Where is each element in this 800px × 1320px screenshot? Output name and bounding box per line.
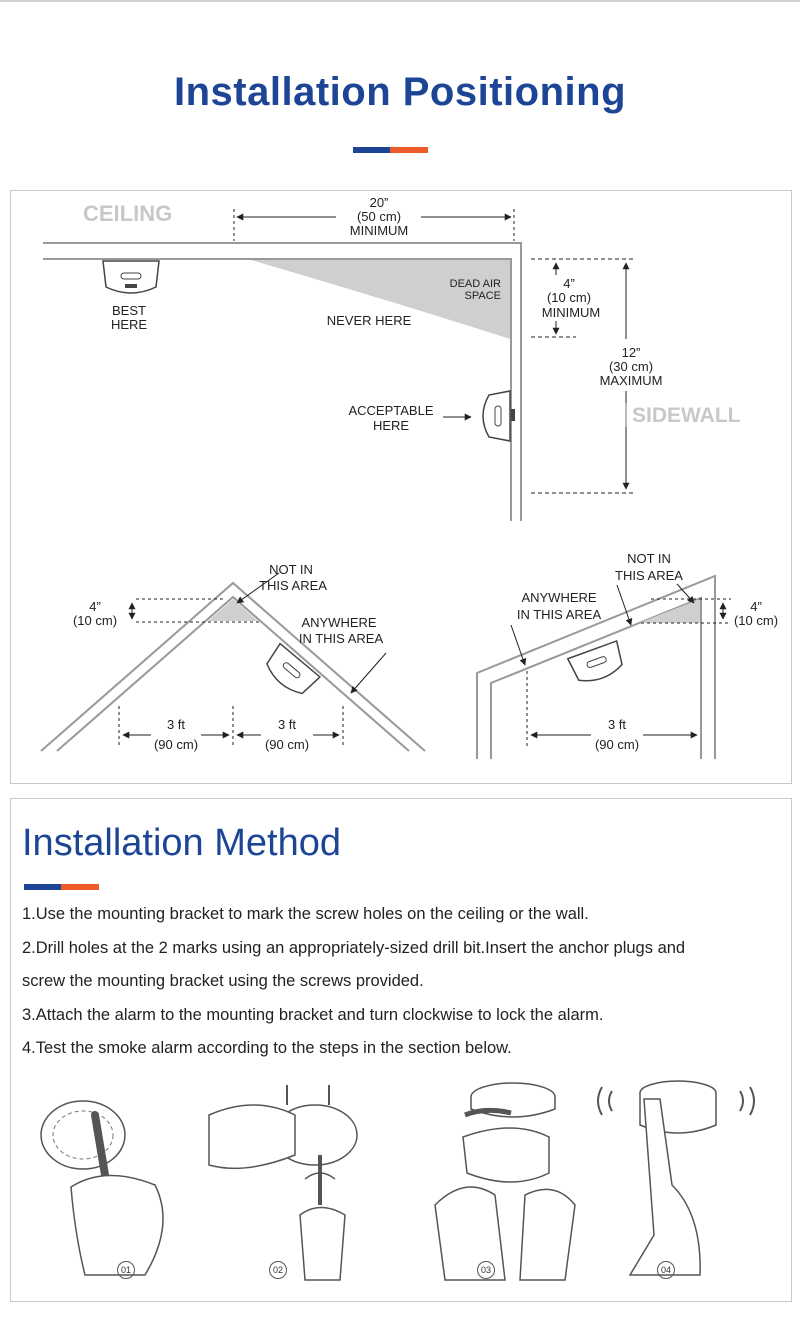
step-3-number: 03 bbox=[477, 1261, 495, 1279]
slope-not-in-pointer bbox=[677, 584, 694, 603]
positioning-title: Installation Positioning bbox=[174, 70, 626, 114]
method-title: Installation Method bbox=[22, 822, 341, 864]
step-2-text-cont: screw the mounting bracket using the screws provided. bbox=[22, 972, 424, 990]
slope-not-in-line1: NOT IN bbox=[627, 551, 671, 566]
best-label-line2: HERE bbox=[110, 317, 148, 332]
step-3-illustration bbox=[425, 1075, 595, 1285]
peak-anywhere-pointer bbox=[351, 653, 386, 693]
wall-max-metric: (30 cm) bbox=[608, 359, 654, 374]
peak-height-value: 4” bbox=[89, 599, 101, 614]
peak-no-zone bbox=[208, 599, 258, 621]
step-1-text: 1.Use the mounting bracket to mark the screw holes on the ceiling or the wall. bbox=[22, 905, 589, 923]
positioning-diagram bbox=[11, 191, 791, 783]
step-4-illustration bbox=[590, 1075, 760, 1285]
peak-not-in-line1: NOT IN bbox=[269, 562, 313, 577]
test-button-icon bbox=[590, 1075, 760, 1285]
peak-not-in-line2: THIS AREA bbox=[259, 578, 327, 593]
top-divider bbox=[0, 0, 800, 2]
wall-min-label: MINIMUM bbox=[541, 305, 601, 320]
step-3-text: 3.Attach the alarm to the mounting bracket and turn clockwise to lock the alarm. bbox=[22, 1005, 604, 1024]
step-4-number: 04 bbox=[657, 1261, 675, 1279]
step-1-number: 01 bbox=[117, 1261, 135, 1279]
slope-height-metric: (10 cm) bbox=[733, 613, 779, 628]
wall-min-metric: (10 cm) bbox=[546, 290, 592, 305]
wall-detector-icon bbox=[483, 391, 515, 441]
min-distance-value: 20” bbox=[369, 195, 389, 210]
acceptable-label-line1: ACCEPTABLE bbox=[348, 403, 434, 418]
step-2-illustration bbox=[205, 1075, 375, 1285]
title-accent-orange bbox=[390, 147, 428, 153]
positioning-diagram-panel bbox=[10, 190, 792, 784]
wall-max-label: MAXIMUM bbox=[599, 373, 663, 388]
dead-air-label-line1: DEAD AIR bbox=[449, 278, 501, 290]
method-accent-orange bbox=[61, 884, 99, 890]
wall-min-value: 4” bbox=[563, 276, 575, 291]
ceiling-detector-icon bbox=[103, 261, 159, 293]
peak-right-dist-value: 3 ft bbox=[277, 717, 297, 732]
step-2-number: 02 bbox=[269, 1261, 287, 1279]
step-4-text: 4.Test the smoke alarm according to the steps in the section below. bbox=[22, 1039, 512, 1057]
installation-steps bbox=[22, 898, 782, 1066]
min-distance-label: MINIMUM bbox=[349, 223, 409, 238]
slope-height-value: 4” bbox=[750, 599, 762, 614]
step-1-illustration bbox=[35, 1075, 205, 1285]
never-here-label: NEVER HERE bbox=[326, 313, 412, 328]
slope-anywhere-line2: IN THIS AREA bbox=[516, 607, 602, 622]
min-distance-metric: (50 cm) bbox=[356, 209, 402, 224]
slope-dist-metric: (90 cm) bbox=[594, 737, 640, 752]
slope-dist-value: 3 ft bbox=[607, 717, 627, 732]
peak-anywhere-line2: IN THIS AREA bbox=[298, 631, 384, 646]
peak-left-dist-value: 3 ft bbox=[166, 717, 186, 732]
best-label-line1: BEST bbox=[112, 303, 146, 318]
acceptable-label-line2: HERE bbox=[372, 418, 410, 433]
dead-air-label-line2: SPACE bbox=[464, 290, 501, 302]
peak-left-dist-metric: (90 cm) bbox=[153, 737, 199, 752]
peak-anywhere-line1: ANYWHERE bbox=[301, 615, 377, 630]
ceiling-label: CEILING bbox=[83, 201, 173, 226]
screwdriver-icon bbox=[205, 1075, 375, 1285]
sidewall-label: SIDEWALL bbox=[632, 404, 741, 427]
slope-anywhere-line1: ANYWHERE bbox=[521, 590, 597, 605]
peak-right-dist-metric: (90 cm) bbox=[264, 737, 310, 752]
attach-rotate-icon bbox=[425, 1075, 595, 1285]
method-accent-blue bbox=[24, 884, 61, 890]
wall-max-value: 12” bbox=[621, 345, 641, 360]
step-2-text: 2.Drill holes at the 2 marks using an appropriately-sized drill bit.Insert the anchor plugs and bbox=[22, 938, 686, 957]
peak-height-metric: (10 cm) bbox=[72, 613, 118, 628]
slope-not-in-line2: THIS AREA bbox=[615, 568, 683, 583]
title-accent-blue bbox=[353, 147, 390, 153]
pencil-marking-icon bbox=[35, 1075, 205, 1285]
slope-anywhere-pointer-right bbox=[617, 585, 631, 625]
